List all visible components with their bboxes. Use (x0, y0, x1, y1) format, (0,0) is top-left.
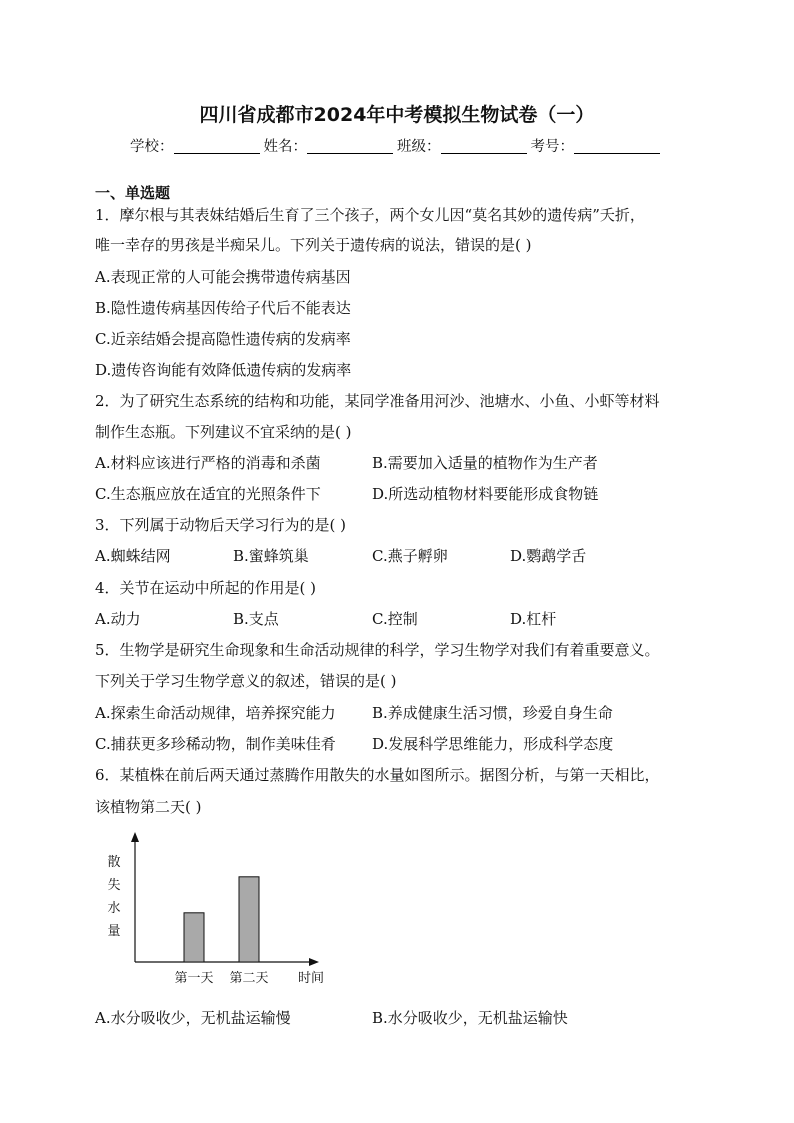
question-4-line-1: 4．关节在运动中所起的作用是( ) (95, 579, 317, 597)
field-exam-number-blank[interactable] (574, 139, 660, 154)
question-2-option-d[interactable]: D.所选动植物材料要能形成食物链 (372, 485, 599, 503)
bar-1 (184, 913, 204, 962)
question-3-option-d[interactable]: D.鹦鹉学舌 (510, 547, 587, 565)
exam-title: 四川省成都市2024年中考模拟生物试卷（一） (199, 104, 595, 126)
question-2-line-2: 制作生态瓶。下列建议不宜采纳的是( ) (95, 423, 352, 441)
question-6-line-2: 该植物第二天( ) (95, 798, 202, 816)
question-1-option-a[interactable]: A.表现正常的人可能会携带遗传病基因 (95, 268, 351, 286)
question-3-option-b[interactable]: B.蜜蜂筑巢 (233, 547, 309, 565)
field-school-blank[interactable] (174, 139, 260, 154)
transpiration-bar-chart (100, 830, 350, 995)
section-title: 一、单选题 (95, 184, 171, 202)
question-1-option-d[interactable]: D.遗传咨询能有效降低遗传病的发病率 (95, 361, 352, 379)
question-4-option-c[interactable]: C.控制 (372, 610, 418, 628)
x-tick-label-1: 第一天 (174, 971, 214, 986)
x-axis-label: 时间 (297, 971, 325, 986)
question-3-line-1: 3．下列属于动物后天学习行为的是( ) (95, 516, 347, 534)
question-2-option-c[interactable]: C.生态瓶应放在适宜的光照条件下 (95, 485, 321, 503)
question-1-option-c[interactable]: C.近亲结婚会提高隐性遗传病的发病率 (95, 330, 351, 348)
question-1-line-2: 唯一幸存的男孩是半痴呆儿。下列关于遗传病的说法，错误的是( ) (95, 236, 532, 254)
question-5-option-c[interactable]: C.捕获更多珍稀动物，制作美味佳肴 (95, 735, 336, 753)
x-axis-arrow-icon (309, 958, 319, 966)
question-6-line-1: 6．某植株在前后两天通过蒸腾作用散失的水量如图所示。据图分析，与第一天相比， (95, 766, 660, 784)
field-exam-number-label: 考号： (530, 139, 574, 155)
field-school-label: 学校： (130, 139, 174, 155)
question-5-option-d[interactable]: D.发展科学思维能力，形成科学态度 (372, 735, 614, 753)
question-5-option-a[interactable]: A.探索生命活动规律，培养探究能力 (95, 704, 336, 722)
field-class-blank[interactable] (441, 139, 527, 154)
question-6-option-a[interactable]: A.水分吸收少，无机盐运输慢 (95, 1009, 291, 1027)
x-tick-label-2: 第二天 (229, 971, 269, 986)
question-5-line-1: 5．生物学是研究生命现象和生命活动规律的科学，学习生物学对我们有着重要意义。 (95, 641, 660, 659)
question-3-option-c[interactable]: C.燕子孵卵 (372, 547, 448, 565)
question-3-option-a[interactable]: A.蜘蛛结网 (95, 547, 171, 565)
question-4-option-b[interactable]: B.支点 (233, 610, 279, 628)
student-info-row (0, 135, 794, 156)
field-name-blank[interactable] (307, 139, 393, 154)
bar-2 (239, 877, 259, 962)
field-name-label: 姓名： (263, 139, 307, 155)
y-axis-label-char: 量 (107, 924, 121, 939)
question-4-option-a[interactable]: A.动力 (95, 610, 141, 628)
field-class-label: 班级： (397, 139, 441, 155)
y-axis-label-char: 水 (107, 901, 121, 916)
y-axis-label-char: 散 (107, 855, 121, 870)
question-5-line-2: 下列关于学习生物学意义的叙述，错误的是( ) (95, 672, 397, 690)
y-axis-label-char: 失 (107, 878, 121, 893)
question-1-option-b[interactable]: B.隐性遗传病基因传给子代后不能表达 (95, 299, 351, 317)
y-axis-arrow-icon (131, 832, 139, 842)
question-4-option-d[interactable]: D.杠杆 (510, 610, 557, 628)
question-5-option-b[interactable]: B.养成健康生活习惯，珍爱自身生命 (372, 704, 613, 722)
question-2-line-1: 2．为了研究生态系统的结构和功能，某同学准备用河沙、池塘水、小鱼、小虾等材料 (95, 392, 660, 410)
question-2-option-a[interactable]: A.材料应该进行严格的消毒和杀菌 (95, 454, 321, 472)
question-2-option-b[interactable]: B.需要加入适量的植物作为生产者 (372, 454, 598, 472)
question-6-option-b[interactable]: B.水分吸收少，无机盐运输快 (372, 1009, 568, 1027)
question-1-line-1: 1．摩尔根与其表妹结婚后生育了三个孩子，两个女儿因“莫名其妙的遗传病”夭折， (95, 206, 645, 224)
